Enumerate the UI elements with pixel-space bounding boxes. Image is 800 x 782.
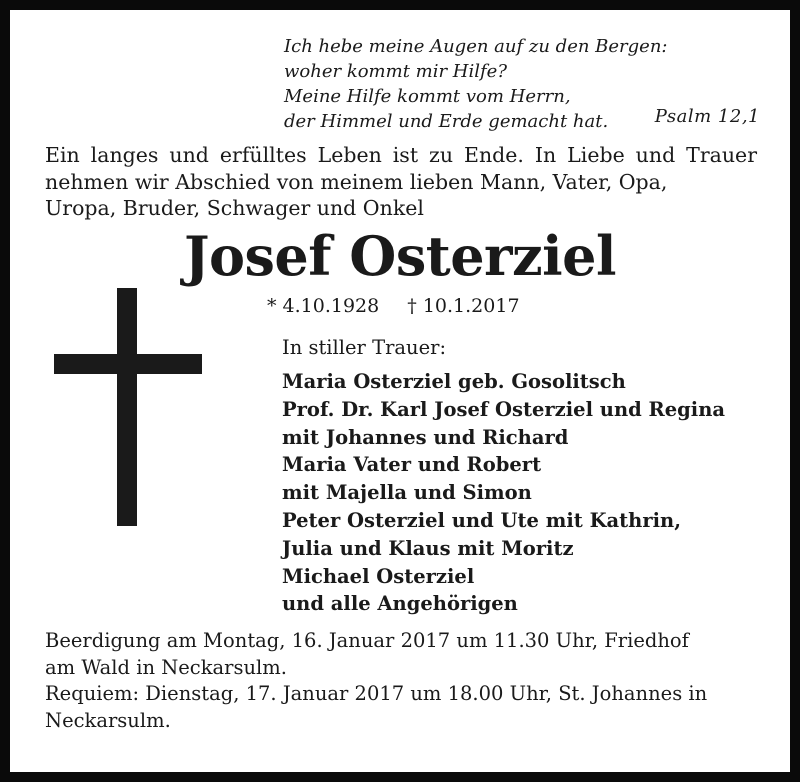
family-member: Julia und Klaus mit Moritz <box>282 536 574 560</box>
funeral-line: Beerdigung am Montag, 16. Januar 2017 um 11.30 Uhr, Friedhof <box>45 629 689 652</box>
intro-text <box>45 142 757 222</box>
family-member: Maria Osterziel geb. Gosolitsch <box>282 370 626 393</box>
funeral-info <box>45 628 757 734</box>
funeral-line: Neckarsulm. <box>45 708 171 732</box>
intro-paragraph: Ein langes und erfülltes Leben ist zu Ende. In Liebe und Trauer nehmen wir Abschied von meinem lieben Mann, Vater, Opa, <box>45 143 757 194</box>
psalm-reference: Psalm 12,1 <box>654 106 760 127</box>
cross-horizontal-bar <box>54 354 202 374</box>
family-member: mit Majella und Simon <box>282 481 532 505</box>
psalm-line: woher kommt mir Hilfe? <box>284 61 507 82</box>
family-member: mit Johannes und Richard <box>282 425 569 449</box>
birth-date: * 4.10.1928 <box>267 295 380 317</box>
family-list <box>282 368 782 618</box>
life-dates <box>267 295 542 317</box>
funeral-line: Requiem: Dienstag, 17. Januar 2017 um 18.00 Uhr, St. Johannes in <box>45 682 708 705</box>
cross-vertical-bar <box>117 288 137 526</box>
family-member: Prof. Dr. Karl Josef Osterziel und Regina <box>282 397 726 421</box>
mourning-label: In stiller Trauer: <box>282 336 447 359</box>
funeral-line: am Wald in Neckarsulm. <box>45 655 287 679</box>
family-member: und alle Angehörigen <box>282 592 518 616</box>
deceased-name: Josef Osterziel <box>183 224 617 288</box>
family-member: Maria Vater und Robert <box>282 453 542 477</box>
intro-last-line: Uropa, Bruder, Schwager und Onkel <box>45 196 424 220</box>
family-member: Peter Osterziel und Ute mit Kathrin, <box>282 508 681 532</box>
psalm-line: der Himmel und Erde gemacht hat. <box>284 111 609 132</box>
family-member: Michael Osterziel <box>282 564 475 588</box>
death-date: † 10.1.2017 <box>407 295 520 317</box>
psalm-line: Ich hebe meine Augen auf zu den Bergen: <box>284 36 668 57</box>
psalm-line: Meine Hilfe kommt vom Herrn, <box>284 86 571 107</box>
